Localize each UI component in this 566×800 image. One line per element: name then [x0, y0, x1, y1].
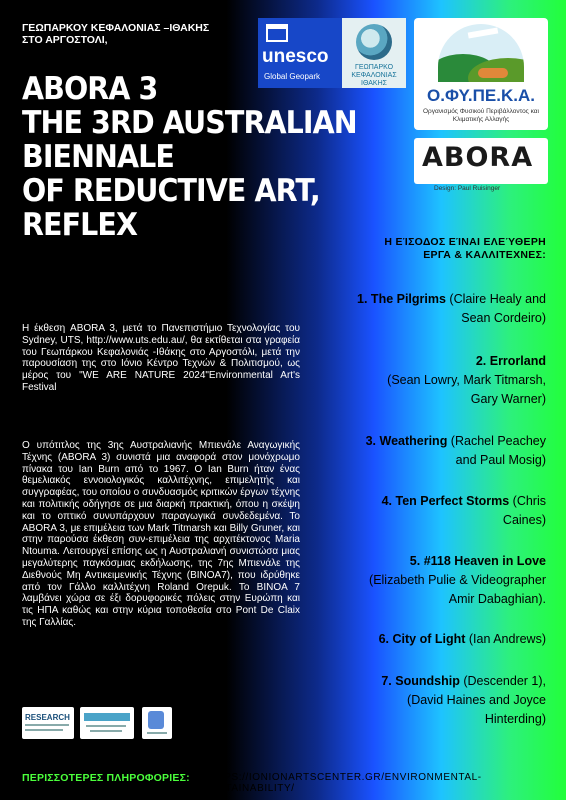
title-line-5: REFLEX [22, 207, 138, 243]
title-line-2: THE 3RD AUSTRALIAN [22, 105, 357, 141]
geopark-swirl-icon [356, 24, 392, 60]
unesco-logo [258, 18, 342, 88]
venue-line-2: ΣΤΟ ΑΡΓΟΣΤΟΛΙ, [22, 34, 108, 46]
footer [0, 764, 566, 800]
exhibition-title [22, 71, 357, 243]
work-item: 3. Weathering (Rachel Peachey and Paul Mosig) [365, 434, 546, 467]
ofypeka-logo [414, 18, 548, 130]
free-entry-line-1: Η ΕΊΣΟΔΟΣ ΕΊΝΑΙ ΕΛΕΎΘΕΡΗ [384, 236, 546, 248]
venue-heading [22, 22, 262, 46]
free-entry-line-2: ΕΡΓΑ & ΚΑΛΛΙΤΕΧΝΕΣ: [423, 249, 546, 261]
more-info-link[interactable]: HTTPS://IONIONARTSCENTER.GR/ENVIRONMENTAL-SUSTAINABILITY/ [203, 772, 482, 794]
work-item: 4. Ten Perfect Storms (Chris Caines) [381, 494, 546, 527]
abora-logo [414, 138, 548, 184]
temple-icon [266, 24, 288, 42]
geopark-logo [342, 18, 406, 88]
work-item: 7. Soundship (Descender 1), (David Haines and Joyce Hinterding) [381, 674, 546, 726]
title-line-4: OF REDUCTIVE ART, [22, 173, 320, 209]
intro-paragraph: Η έκθεση ABORA 3, μετά το Πανεπιστήμιο Τεχνολογίας του Sydney, UTS, http://www.uts.edu.au/, θα εκτίθεται στα γραφεία του Γεωπάρκου Κεφαλονιάς -Ιθάκης στο Αργοστόλι, μετά την παρουσίαση της στο Ιόνιο Κέντρο Τεχνών & Πολιτισμού, ως μέρος του "WE ARE NATURE 2024"Environmental Art's Festival [22, 323, 300, 393]
partner-logo [142, 707, 172, 739]
work-item: 1. The Pilgrims (Claire Healy and Sean Cordeiro) [357, 292, 546, 325]
landscape-icon [438, 24, 524, 82]
geopark-text: ΓΕΩΠΑΡΚΟ ΚΕΦΑΛΟΝΙΑΣ ΙΘΑΚΗΣ [351, 64, 397, 87]
description-paragraph: Ο υπότιτλος της 3ης Αυστραλιανής Μπιενάλε Αναγωγικής Τέχνης (ABORA 3) συνιστά μια αναφορά στον μονόχρωμο πίνακα του Ian Burn από το 1967. Ο Ian Burn ήταν ένας θεμελιακός εννοιολογικός καλλιτέχνης, επιμελητής και συγγραφέας, του οποίου ο συνδυασμός κριτικών έργων τέχνης και πολιτικής οδήγησε σε μια διαρκή πρακτική, όπου η σκέψη και το οπτικό συνυπάρχουν παραγωγικά συνδεδεμένα. Το ABORA 3, με επιμέλεια των Mark Titmarsh και Billy Gruner, και στην παρούσα έκθεση συν-επιμέλεια της αρχιτέκτονος Maria Ntouma. Λειτουργεί επίσης ως η Αυστραλιανή συνιστώσα μιας μεγαλύτερης παγκόσμιας εκδήλωσης, της 7ης Μπιενάλε της Διεθνούς Μη Αντικειμενικής Τέχνης (BINOA7), που ιδρύθηκε από τον Γάλλο καλλιτέχνη Roland Orepuk. Το BINOA 7 λαμβάνει χώρα σε έξι δορυφορικές πόλεις στην Ευρώπη και τις ΗΠΑ καθώς και στην κύρια τοποθεσία στο Pont De Claix της Γαλλίας. [22, 440, 300, 628]
work-item: 6. City of Light (Ian Andrews) [378, 632, 546, 646]
unesco-word: unesco [262, 46, 329, 67]
free-entry-heading [340, 236, 546, 262]
design-credit: Design: Paul Ruisinger [434, 185, 501, 192]
title-line-3: BIENNALE [22, 139, 174, 175]
unesco-geopark-logos [258, 18, 406, 86]
partner-logo [80, 707, 134, 739]
research-logo: RESEARCH [22, 707, 74, 739]
abora-wordmark: ABORA [422, 142, 534, 173]
work-item: 5. #118 Heaven in Love (Elizabeth Pulie & Videographer Amir Dabaghian). [369, 554, 546, 606]
work-item: 2. Errorland (Sean Lowry, Mark Titmarsh, Gary Warner) [387, 354, 546, 406]
unesco-subtitle: Global Geopark [264, 72, 321, 81]
venue-line-1: ΓΕΩΠΑΡΚΟΥ ΚΕΦΑΛΟΝΙΑΣ –ΙΘΑΚΗΣ [22, 22, 210, 34]
more-info-label: ΠΕΡΙΣΣΟΤΕΡΕΣ ΠΛΗΡΟΦΟΡΙΕΣ: [22, 772, 190, 784]
ofypeka-subtitle: Οργανισμός Φυσικού Περιβάλλοντος και Κλιματικής Αλλαγής [422, 108, 539, 123]
ofypeka-name: Ο.ΦΥ.ΠΕ.Κ.Α. [427, 86, 535, 105]
title-line-1: ABORA 3 [22, 71, 158, 107]
